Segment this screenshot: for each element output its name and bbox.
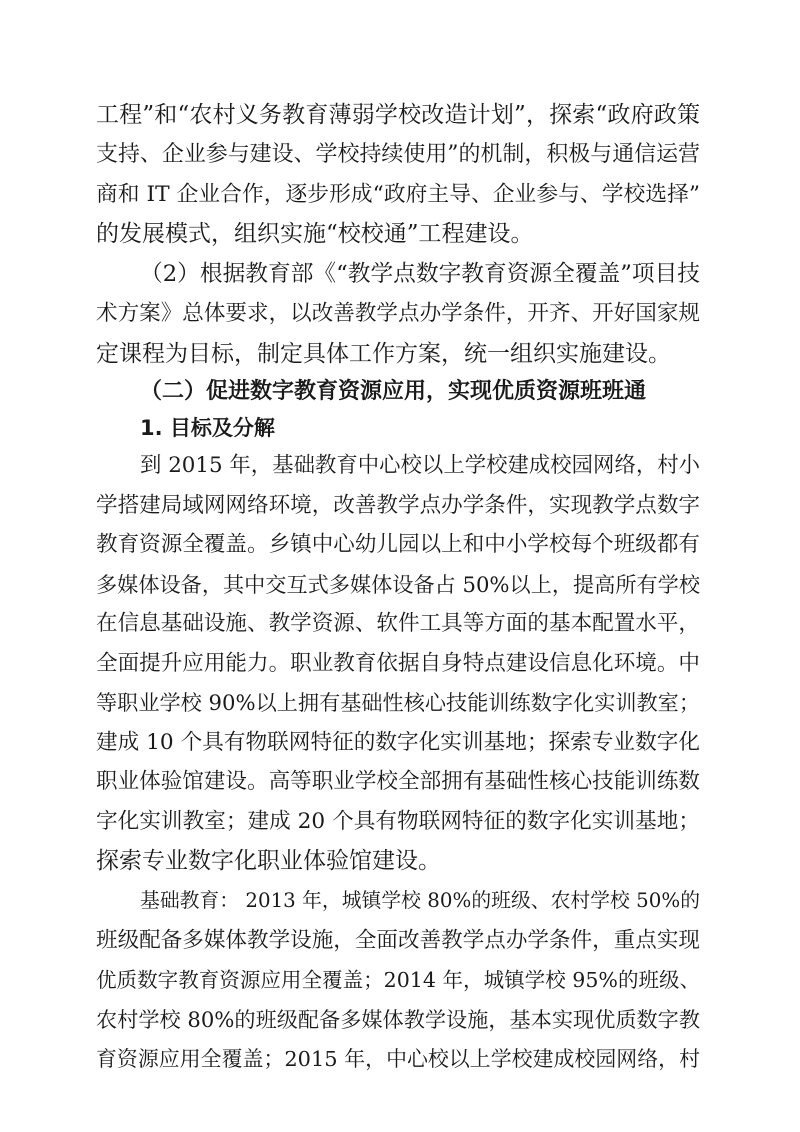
text-line-content: 定课程为目标，制定具体工作方案，统一组织实施建设。 xyxy=(96,341,671,367)
text-line-content: 班级配备多媒体教学设施，全面改善教学点办学条件，重点实现 xyxy=(96,928,700,953)
text-line xyxy=(0,449,800,483)
text-line xyxy=(0,297,800,331)
text-line xyxy=(0,528,800,562)
text-line-content: 的发展模式，组织实施“校校通”工程建设。 xyxy=(96,221,534,247)
section-heading-text: （二）促进数字教育资源应用，实现优质资源班班通 xyxy=(140,379,647,404)
text-line-content: 职业体验馆建设。高等职业学校全部拥有基础性核心技能训练数 xyxy=(96,769,700,794)
text-line-content: 支持、企业参与建设、学校持续使用”的机制，积极与通信运营 xyxy=(96,142,700,167)
text-line xyxy=(0,1003,800,1037)
text-line-content: 农村学校 80%的班级配备多媒体教学设施，基本实现优质数字教 xyxy=(96,1007,700,1032)
text-line xyxy=(0,257,800,291)
text-line xyxy=(0,884,800,918)
text-line-content: 等职业学校 90%以上拥有基础性核心技能训练数字化实训教室； xyxy=(96,690,700,715)
text-line xyxy=(0,337,800,371)
text-line-content: 到 2015 年，基础教育中心校以上学校建成校园网络，村小 xyxy=(140,453,700,478)
subheading xyxy=(0,411,800,445)
section-heading xyxy=(0,375,800,409)
text-line-content: 全面提升应用能力。职业教育依据自身特点建设信息化环境。中 xyxy=(96,651,700,676)
text-line-content: （2）根据教育部《“教学点数字教育资源全覆盖”项目技 xyxy=(140,261,700,287)
text-line xyxy=(0,489,800,523)
text-line-content: 工程”和“农村义务教育薄弱学校改造计划”，探索“政府政策 xyxy=(96,102,700,128)
text-line-content: 学搭建局域网网络环境，改善教学点办学条件，实现教学点数字 xyxy=(96,493,700,518)
text-line xyxy=(0,805,800,839)
text-line-content: 育资源应用全覆盖；2015 年，中心校以上学校建成校园网络，村 xyxy=(96,1047,700,1071)
text-line xyxy=(0,178,800,212)
text-line xyxy=(0,963,800,997)
text-line xyxy=(0,217,800,251)
text-line xyxy=(0,568,800,602)
text-line-content: 教育资源全覆盖。乡镇中心幼儿园以上和中小学校每个班级都有 xyxy=(96,532,700,557)
text-line xyxy=(0,1042,800,1076)
text-line-content: 建成 10 个具有物联网特征的数字化实训基地；探索专业数字化 xyxy=(96,730,700,755)
subheading-text: 1. 目标及分解 xyxy=(140,416,275,440)
text-line xyxy=(0,138,800,172)
text-line-content: 术方案》总体要求，以改善教学点办学条件，开齐、开好国家规 xyxy=(96,301,700,326)
text-line-content: 探索专业数字化职业体验馆建设。 xyxy=(96,848,441,874)
text-line-content: 字化实训教室；建成 20 个具有物联网特征的数字化实训基地； xyxy=(96,809,700,834)
text-line xyxy=(0,98,800,132)
text-line xyxy=(0,686,800,720)
text-line-content: 基础教育： 2013 年，城镇学校 80%的班级、农村学校 50%的 xyxy=(140,889,700,912)
text-line xyxy=(0,765,800,799)
text-line xyxy=(0,924,800,958)
text-line xyxy=(0,726,800,760)
text-line xyxy=(0,844,800,878)
text-line xyxy=(0,607,800,641)
text-line-content: 优质数字教育资源应用全覆盖；2014 年，城镇学校 95%的班级、 xyxy=(96,968,701,992)
text-line xyxy=(0,647,800,681)
text-line-content: 多媒体设备，其中交互式多媒体设备占 50%以上，提高所有学校 xyxy=(96,572,700,597)
text-line-content: 在信息基础设施、教学资源、软件工具等方面的基本配置水平， xyxy=(96,611,700,636)
text-line-content: 商和 IT 企业合作，逐步形成“政府主导、企业参与、学校选择” xyxy=(96,182,700,207)
